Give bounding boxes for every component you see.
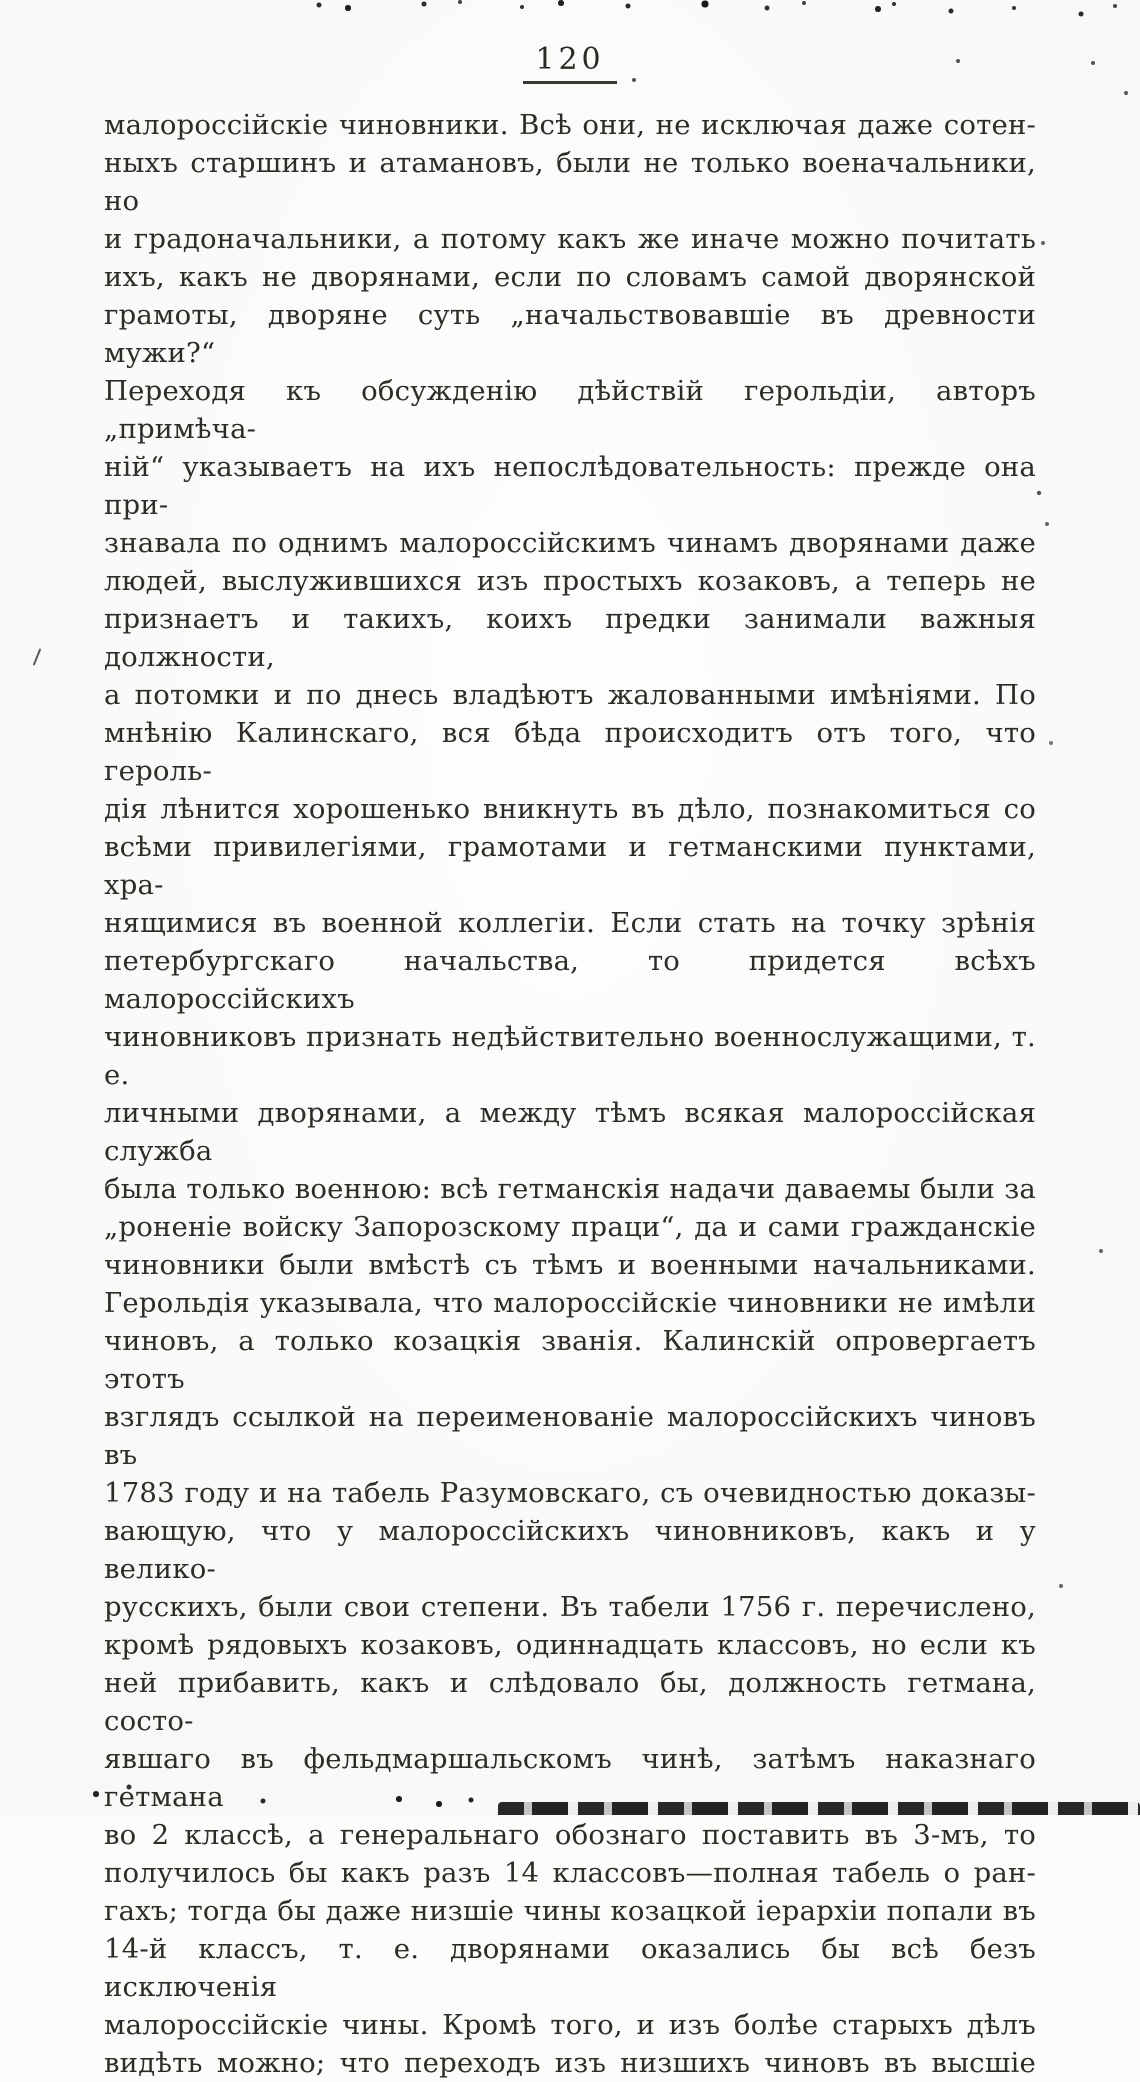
text-line: дія лѣнится хорошенько вникнуть въ дѣло, познакомиться со (104, 793, 1036, 825)
text-line: вающую, что у малороссійскихъ чиновниковъ, какъ и у велико- (104, 1515, 1036, 1585)
text-line: всѣми привилегіями, грамотами и гетманскими пунктами, хра- (104, 831, 1036, 901)
page-text (104, 106, 1036, 2082)
text-line: гахъ; тогда бы даже низшіе чины козацкой іерархіи попали въ (104, 1895, 1036, 1927)
scan-slash-mark (33, 648, 42, 665)
text-line: „роненіе войску Запорозскому праци“, да и сами гражданскіе (104, 1211, 1036, 1243)
text-line: личными дворянами, а между тѣмъ всякая малороссійская служба (104, 1097, 1036, 1167)
text-line: ныхъ старшинъ и атамановъ, были не только военачальники, но (104, 147, 1036, 217)
text-line: Герольдія указывала, что малороссійскіе чиновники не имѣли (104, 1287, 1036, 1319)
text-line: петербургскаго начальства, то придется всѣхъ малороссійскихъ (104, 945, 1036, 1015)
text-line: чиновники были вмѣстѣ съ тѣмъ и военными начальниками. (104, 1249, 1036, 1281)
text-line: была только военною: всѣ гетманскія надачи даваемы были за (104, 1173, 1036, 1205)
text-line: во 2 классѣ, а генеральнаго обознаго поставить въ 3-мъ, то (104, 1819, 1036, 1851)
text-line: ихъ, какъ не дворянами, если по словамъ самой дворянской (104, 261, 1036, 293)
text-line: чиновъ, а только козацкія званія. Калинскій опровергаетъ этотъ (104, 1325, 1036, 1395)
text-line: получилось бы какъ разъ 14 классовъ—полная табель о ран- (104, 1857, 1036, 1889)
text-line: и градоначальники, а потому какъ же иначе можно почитать (104, 223, 1036, 255)
text-line: русскихъ, были свои степени. Въ табели 1756 г. перечислено, (104, 1591, 1036, 1623)
text-line: признаетъ и такихъ, коихъ предки занимали важныя должности, (104, 603, 1036, 673)
scan-speckles-margin (0, 0, 2, 2)
text-line: людей, выслужившихся изъ простыхъ козаковъ, а теперь не (104, 565, 1036, 597)
text-line: явшаго въ фельдмаршальскомъ чинѣ, затѣмъ наказнаго гетмана (104, 1743, 1036, 1813)
text-line: чиновниковъ признать недѣйствительно военнослужащими, т. е. (104, 1021, 1036, 1091)
text-line: взглядъ ссылкой на переименованіе малороссійскихъ чиновъ въ (104, 1401, 1036, 1471)
text-line: малороссійскіе чины. Кромѣ того, и изъ болѣе старыхъ дѣлъ (104, 2009, 1036, 2041)
text-line: ній“ указываетъ на ихъ непослѣдовательность: прежде она при- (104, 451, 1036, 521)
text-line: а потомки и по днесь владѣютъ жалованными имѣніями. По (104, 679, 1036, 711)
text-line: 1783 году и на табель Разумовскаго, съ очевидностью доказы- (104, 1477, 1036, 1509)
text-line: кромѣ рядовыхъ козаковъ, одиннадцать классовъ, но если къ (104, 1629, 1036, 1661)
text-line: мнѣнію Калинскаго, вся бѣда происходитъ отъ того, что героль- (104, 717, 1036, 787)
text-line: малороссійскіе чиновники. Всѣ они, не исключая даже сотен- (104, 109, 1036, 141)
text-line: 14-й классъ, т. е. дворянами оказались бы всѣ безъ исключенія (104, 1933, 1036, 2003)
text-line: ней прибавить, какъ и слѣдовало бы, должность гетмана, состо- (104, 1667, 1036, 1737)
text-line: грамоты, дворяне суть „начальствовавшіе въ древности мужи?“ (104, 299, 1036, 369)
scan-edge-band (498, 1802, 1140, 1815)
text-line: Переходя къ обсужденію дѣйствій герольдіи, авторъ „примѣча- (104, 375, 1036, 445)
page-number: 120 (523, 42, 616, 84)
page-header (0, 42, 1140, 84)
text-line: нящимися въ военной коллегіи. Если стать на точку зрѣнія (104, 907, 1036, 939)
text-line: знавала по однимъ малороссійскимъ чинамъ дворянами даже (104, 527, 1036, 559)
text-line: видѣть можно; что переходъ изъ низшихъ чиновъ въ высшіе (104, 2047, 1036, 2079)
